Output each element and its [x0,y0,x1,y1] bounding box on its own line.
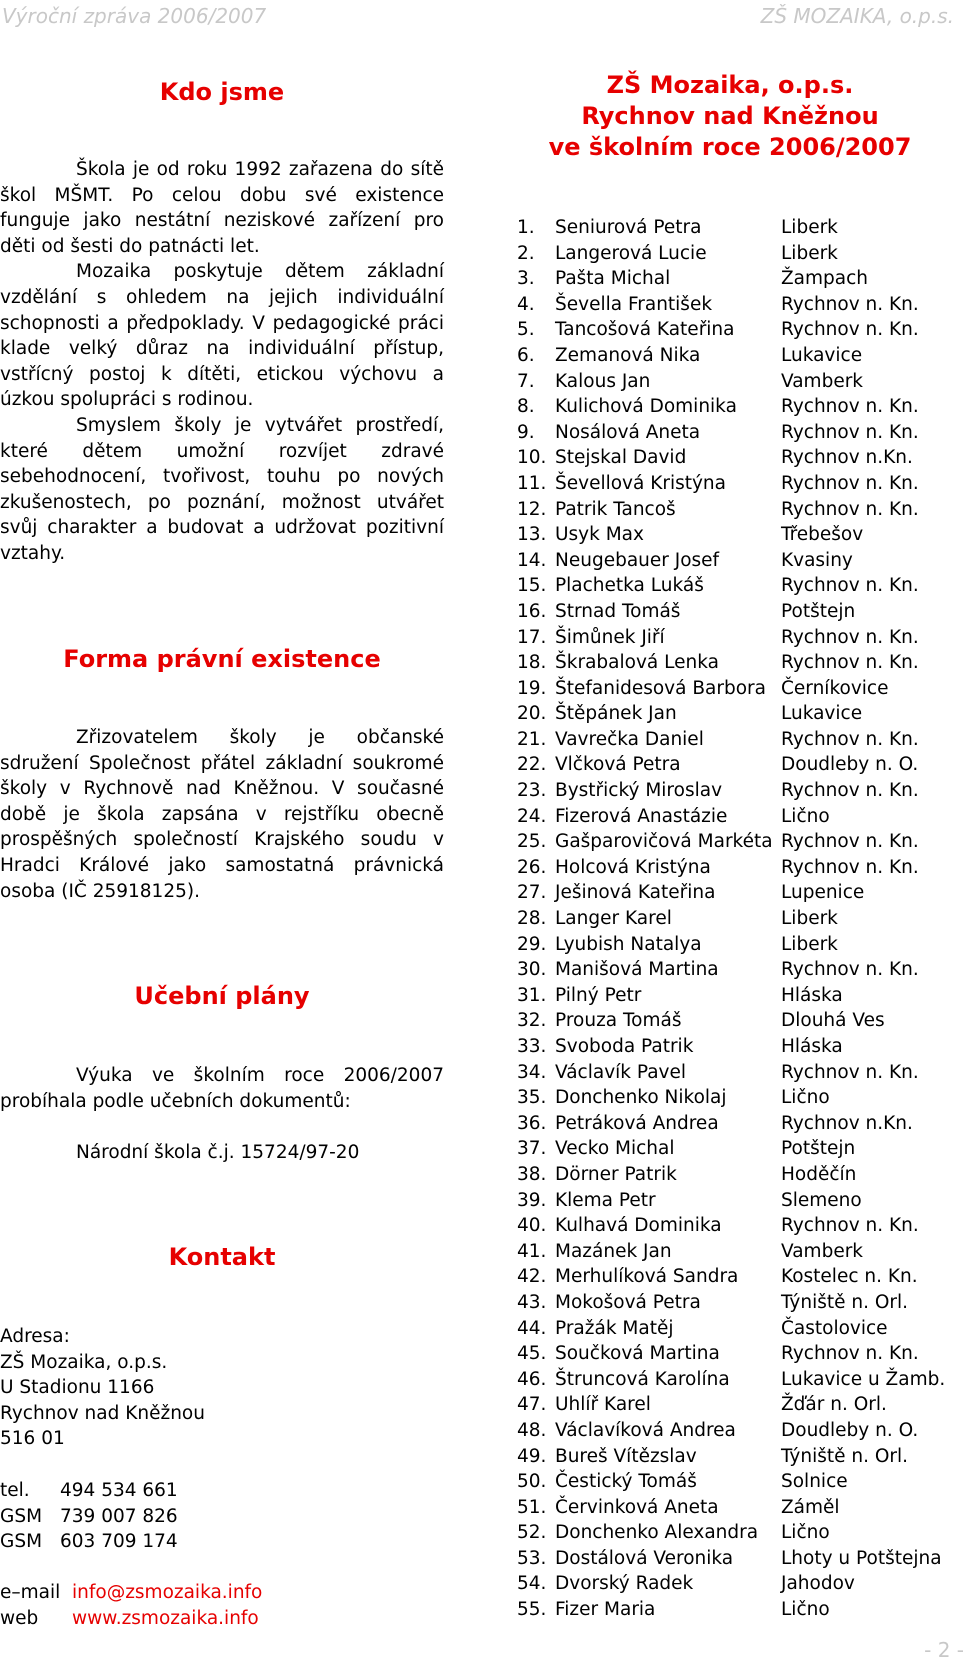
phone-number: 739 007 826 [60,1505,178,1527]
student-city: Liberk [781,908,838,930]
address-line: 516 01 [0,1428,65,1450]
student-name: Vlčková Petra [555,754,681,776]
student-name: Langerová Lucie [555,242,707,264]
ucebni-paragraph: Výuka ve školním roce 2006/2007 probíhala podle učebních dokumentů: [0,1065,444,1112]
student-city: Slemeno [781,1189,862,1211]
student-name: Kulichová Dominika [555,396,737,418]
student-number: 28. [517,908,547,930]
student-name: Plachetka Lukáš [555,575,704,597]
student-name: Václavíková Andrea [555,1419,736,1441]
student-name: Manišová Martina [555,959,719,981]
title-line-2: Rychnov nad Kněžnou [581,102,879,130]
student-name: Pašta Michal [555,268,671,290]
student-city: Doudleby n. O. [781,754,919,776]
header-left-title: Výroční zpráva 2006/2007 [2,4,267,28]
student-city: Záměl [781,1496,840,1518]
student-name: Langer Karel [555,908,672,930]
student-name: Štruncová Karolína [555,1368,730,1390]
student-number: 50. [517,1471,547,1493]
student-name: Kalous Jan [555,370,651,392]
student-name: Václavík Pavel [555,1061,687,1083]
kdo-jsme-text [0,157,444,567]
address-line: Rychnov nad Kněžnou [0,1402,205,1424]
student-number: 29. [517,933,547,955]
student-number: 7. [517,370,535,392]
web-link[interactable]: www.zsmozaika.info [72,1607,259,1629]
heading-ucebni-plany: Učební plány [134,982,310,1010]
student-number: 42. [517,1266,547,1288]
student-city: Lukavice [781,703,863,725]
student-number: 3. [517,268,535,290]
student-city: Rychnov n. Kn. [781,472,919,494]
student-city: Vamberk [781,370,864,392]
student-number: 23. [517,780,547,802]
student-name: Uhlíř Karel [555,1394,651,1416]
heading-kontakt: Kontakt [168,1243,276,1271]
kdo-jsme-paragraph-2: Mozaika poskytuje dětem základní vzdělání s ohledem na jejich individuální schopnosti a předpoklady. V pedagogické práci klade velký důraz na individuální přístup, vstřícný postoj k dítěti, etickou výchovu a úzkou spolupráci s rodinou. [0,261,444,411]
student-name: Merhulíková Sandra [555,1266,739,1288]
student-number: 16. [517,600,547,622]
student-city: Hláska [781,984,843,1006]
student-number: 37. [517,1138,547,1160]
student-number: 32. [517,1010,547,1032]
student-name: Škrabalová Lenka [555,652,719,674]
student-city: Solnice [781,1471,848,1493]
student-name: Pražák Matěj [555,1317,674,1339]
student-number: 46. [517,1368,547,1390]
student-number: 54. [517,1573,547,1595]
student-city: Rychnov n.Kn. [781,1112,913,1134]
heading-forma-pravni-existence: Forma právní existence [63,645,381,673]
student-city: Rychnov n. Kn. [781,1061,919,1083]
student-name: Nosálová Aneta [555,421,701,443]
phone-row [0,1504,178,1530]
student-city: Rychnov n. Kn. [781,575,919,597]
student-city: Lupenice [781,882,865,904]
student-city: Častolovice [781,1317,888,1339]
student-number: 8. [517,396,535,418]
student-city: Liberk [781,933,838,955]
student-city: Rychnov n. Kn. [781,319,919,341]
title-line-3: ve školním roce 2006/2007 [548,133,912,161]
student-number: 4. [517,293,535,315]
student-name: Usyk Max [555,524,644,546]
student-number: 17. [517,626,547,648]
student-name: Holcová Kristýna [555,856,711,878]
email-link[interactable]: info@zsmozaika.info [72,1582,263,1603]
student-city: Jahodov [781,1573,855,1595]
student-city: Vamberk [781,1240,864,1262]
student-city: Liberk [781,242,838,264]
student-number: 55. [517,1599,547,1621]
kontakt-phones [0,1478,178,1555]
student-number: 19. [517,677,547,699]
student-list-title [500,70,960,163]
student-name: Petráková Andrea [555,1112,719,1134]
student-number: 34. [517,1061,547,1083]
address-label: Adresa: [0,1326,70,1347]
student-number: 52. [517,1522,547,1544]
phone-number: 494 534 661 [60,1480,178,1501]
kdo-jsme-paragraph-3: Smyslem školy je vytvářet prostředí, které dětem umožní rozvíjet zdravé sebehodnocení, tvořivost, touhu po nových zkušenostech, po poznání, možnost utvářet svůj charakter a budovat a udržovat pozitivní vztahy. [0,414,444,564]
student-city: Lukavice [781,344,863,366]
student-city: Rychnov n. Kn. [781,626,919,648]
student-city: Rychnov n. Kn. [781,856,919,878]
kdo-jsme-paragraph-1: Škola je od roku 1992 zařazena do sítě škol MŠMT. Po celou dobu své existence funguje jako nestátní neziskové zařízení pro děti od šesti do patnácti let. [0,159,444,257]
student-name: Donchenko Nikolaj [555,1087,727,1109]
student-city: Potštejn [781,1138,856,1160]
student-name: Prouza Tomáš [555,1010,682,1032]
student-name: Neugebauer Josef [555,549,720,571]
student-number: 21. [517,728,547,750]
student-number: 48. [517,1419,547,1441]
student-number: 5. [517,319,535,341]
student-number: 44. [517,1317,547,1339]
student-number: 53. [517,1547,547,1569]
student-number: 20. [517,703,547,725]
address-line: U Stadionu 1166 [0,1377,155,1399]
student-name: Dvorský Radek [555,1573,694,1595]
student-city: Žďár n. Orl. [781,1394,887,1416]
student-name: Červinková Aneta [555,1496,719,1518]
student-city: Rychnov n. Kn. [781,1215,919,1237]
student-number: 1. [517,217,535,238]
student-city: Lično [781,1522,830,1544]
student-city: Hláska [781,1036,843,1057]
student-city: Rychnov n. Kn. [781,1343,919,1365]
phone-number: 603 709 174 [60,1531,178,1553]
student-city: Lično [781,1087,830,1109]
student-name: Zemanová Nika [555,344,701,366]
student-city: Černíkovice [781,677,889,699]
student-number: 24. [517,805,547,827]
student-name: Bystřický Miroslav [555,780,723,802]
student-name: Svoboda Patrik [555,1036,694,1057]
student-city: Týniště n. Orl. [781,1291,909,1313]
student-name: Čestický Tomáš [555,1471,697,1493]
student-number: 38. [517,1163,547,1185]
phone-label: GSM [0,1505,43,1527]
address-line: ZŠ Mozaika, o.p.s. [0,1351,168,1373]
student-city: Rychnov n.Kn. [781,447,913,469]
web-label: web [0,1607,39,1629]
student-city: Kostelec n. Kn. [781,1266,918,1288]
student-number: 18. [517,652,547,674]
student-number: 45. [517,1343,547,1365]
student-city: Hoděčín [781,1163,857,1185]
student-number: 9. [517,421,535,443]
student-city: Rychnov n. Kn. [781,831,919,853]
student-number: 30. [517,959,547,981]
student-number: 35. [517,1087,547,1109]
student-city: Potštejn [781,600,856,622]
student-number: 15. [517,575,547,597]
student-number: 12. [517,498,547,520]
student-city: Rychnov n. Kn. [781,396,919,418]
student-name: Ševella František [555,293,713,315]
student-city: Rychnov n. Kn. [781,959,919,981]
student-name: Lyubish Natalya [555,933,702,955]
student-number: 41. [517,1240,547,1262]
student-name: Seniurová Petra [555,217,702,238]
student-city: Doudleby n. O. [781,1419,919,1441]
student-name: Vecko Michal [555,1138,675,1160]
student-number: 2. [517,242,535,264]
student-number: 22. [517,754,547,776]
web-row [0,1606,262,1632]
student-name: Dörner Patrik [555,1163,677,1185]
student-name: Strnad Tomáš [555,600,681,622]
student-name: Mazánek Jan [555,1240,672,1262]
email-row [0,1580,262,1606]
student-name: Kulhavá Dominika [555,1215,722,1237]
student-city: Týniště n. Orl. [781,1445,909,1467]
student-number: 26. [517,856,547,878]
student-number: 25. [517,831,547,853]
student-name: Ješinová Kateřina [555,882,716,904]
student-city: Rychnov n. Kn. [781,652,919,674]
student-city: Třebešov [781,524,864,546]
student-city: Lično [781,805,830,827]
student-name: Gašparovičová Markéta [555,831,773,853]
student-city: Dlouhá Ves [781,1010,885,1032]
student-number: 43. [517,1291,547,1313]
phone-row [0,1529,178,1555]
student-number: 14. [517,549,547,571]
kontakt-address [0,1324,205,1452]
student-name: Stejskal David [555,447,687,469]
student-number: 36. [517,1112,547,1134]
student-city: Lukavice u Žamb. [781,1368,946,1390]
student-number: 47. [517,1394,547,1416]
student-number: 13. [517,524,547,546]
student-number: 31. [517,984,547,1006]
student-name: Patrik Tancoš [555,498,676,520]
phone-row [0,1478,178,1504]
student-number: 10. [517,447,547,469]
student-number: 6. [517,344,535,366]
header-right-title: ZŠ MOZAIKA, o.p.s. [760,4,954,28]
ucebni-document: Národní škola č.j. 15724/97-20 [76,1142,360,1163]
student-name: Šimůnek Jiří [555,626,665,648]
heading-kdo-jsme: Kdo jsme [159,78,285,106]
student-name: Součková Martina [555,1343,720,1365]
student-name: Klema Petr [555,1189,656,1211]
student-city: Lhoty u Potštejna [781,1547,942,1569]
student-name: Donchenko Alexandra [555,1522,759,1544]
student-city: Rychnov n. Kn. [781,421,919,443]
student-number: 39. [517,1189,547,1211]
page-number: - 2 - [924,1638,964,1662]
student-name: Pilný Petr [555,984,642,1006]
student-name: Mokošová Petra [555,1291,701,1313]
kontakt-online [0,1580,262,1631]
ucebni-text [0,1063,444,1114]
forma-paragraph: Zřizovatelem školy je občanské sdružení Společnost přátel základní soukromé školy v Rychnově nad Kněžnou. V současné době je škola zapsána v rejstříku obecně prospěšných společností Krajského soudu v Hradci Králové jako samostatná právnická osoba (IČ 25918125). [0,727,444,902]
student-city: Rychnov n. Kn. [781,293,919,315]
student-number: 27. [517,882,547,904]
student-number: 11. [517,472,547,494]
student-name: Fizer Maria [555,1599,656,1621]
student-city: Žampach [781,268,869,290]
student-name: Štěpánek Jan [555,703,677,725]
student-city: Lično [781,1599,830,1621]
student-name: Štefanidesová Barbora [555,677,766,699]
student-number: 33. [517,1036,547,1057]
student-name: Tancošová Kateřina [555,319,735,341]
student-name: Fizerová Anastázie [555,805,728,827]
phone-label: tel. [0,1480,30,1501]
student-name: Bureš Vítězslav [555,1445,697,1467]
email-label: e–mail [0,1582,61,1603]
phone-label: GSM [0,1531,43,1553]
student-city: Rychnov n. Kn. [781,780,919,802]
student-city: Kvasiny [781,549,853,571]
student-name: Vavrečka Daniel [555,728,704,750]
student-number: 49. [517,1445,547,1467]
student-number: 51. [517,1496,547,1518]
forma-text [0,725,444,904]
student-city: Rychnov n. Kn. [781,498,919,520]
student-number: 40. [517,1215,547,1237]
student-city: Rychnov n. Kn. [781,728,919,750]
student-name: Ševellová Kristýna [555,472,726,494]
student-name: Dostálová Veronika [555,1547,734,1569]
student-city: Liberk [781,217,838,238]
title-line-1: ZŠ Mozaika, o.p.s. [606,71,854,99]
